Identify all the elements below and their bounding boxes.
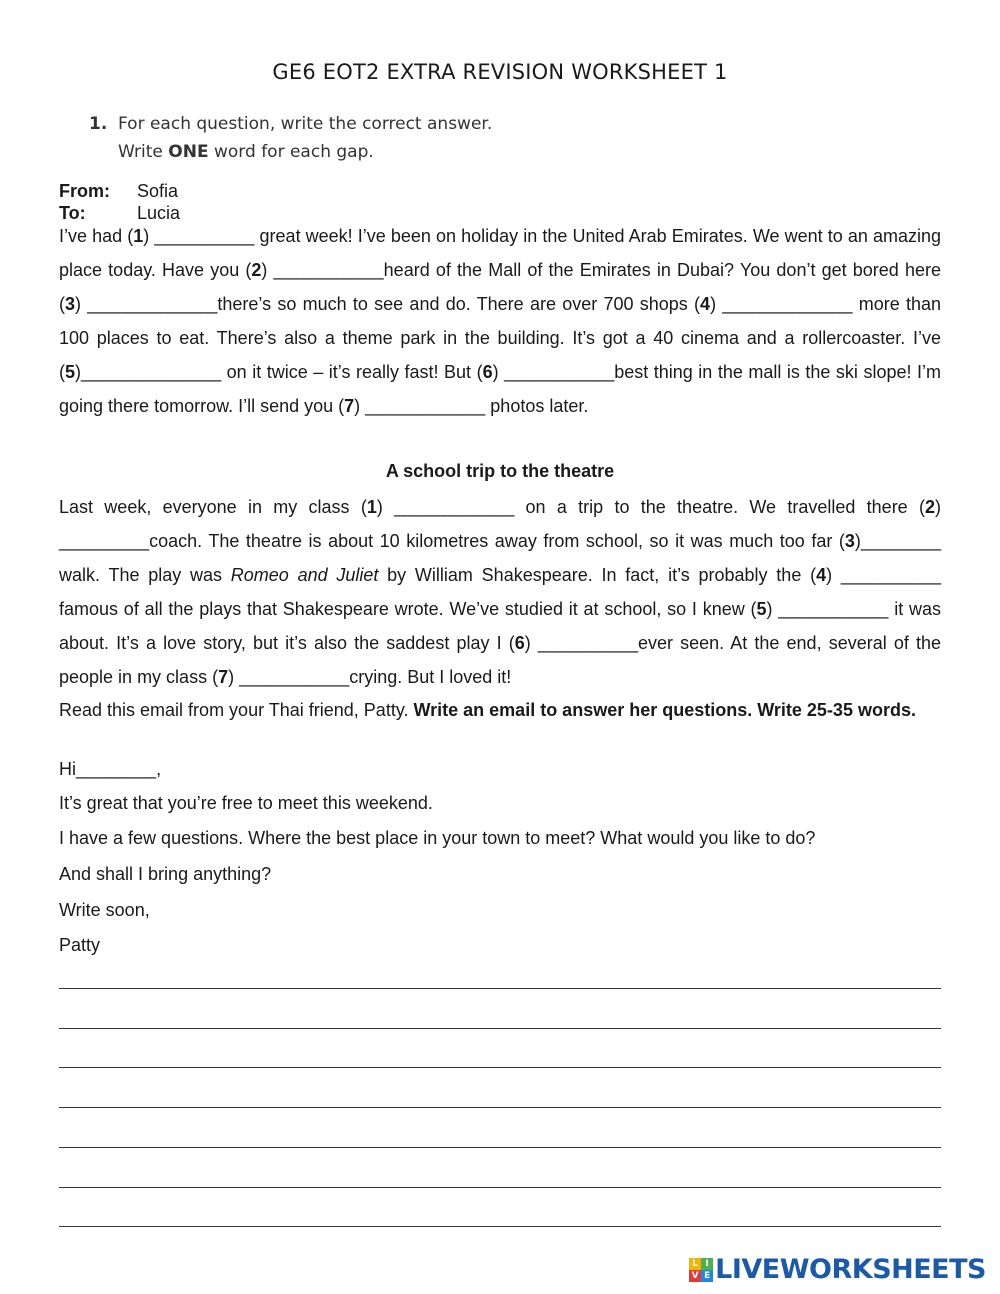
logo-tile: V [689,1270,701,1282]
text-segment: )______________ on it twice – it’s really fast! But ( [75,362,483,382]
email-signoff: Write soon, [59,900,150,920]
gap-number: 4 [816,565,827,585]
text-segment: ) ____________ photos later. [354,396,589,416]
email-body-gapfill [59,219,941,423]
gap-number: 3 [65,294,76,314]
text-segment: ) ___________crying. But I loved it! [228,667,512,687]
logo-tile: E [701,1270,713,1282]
story-body-gapfill [59,490,941,694]
logo-tile: L [689,1258,701,1270]
text-segment: ) __________ famous of all the plays that Shakespeare wrote. We’ve studied it at school, so I knew ( [59,565,941,619]
email-signature: Patty [59,935,101,955]
logo-text: LIVEWORKSHEETS [715,1254,986,1285]
from-label: From: [59,181,110,201]
liveworksheets-logo [689,1254,986,1285]
page-title: GE6 EOT2 EXTRA REVISION WORKSHEET 1 [272,60,728,84]
gap-number: 1 [366,497,377,517]
email-greeting: Hi________, [59,759,162,779]
text-segment: ) _________coach. The theatre is about 10 kilometres away from school, so it was much too far ( [59,497,941,551]
email-line-3: And shall I bring anything? [59,864,272,884]
gap-number: 6 [514,633,525,653]
italic-title: Romeo and Juliet [230,565,379,585]
email-line-1: It’s great that you’re free to meet this weekend. [59,793,433,813]
gap-number: 7 [218,667,229,687]
text-segment: Last week, everyone in my class ( [59,497,367,517]
to-name: Lucia [137,203,181,223]
instructions [89,110,492,166]
answer-line[interactable] [59,1147,941,1148]
instruction-line-2: Write ONE word for each gap. [118,142,374,162]
answer-line[interactable] [59,1187,941,1188]
text-segment: ) _____________ more than 100 places to eat. There’s also a theme park in the building. It’s got a 40 cinema and a rollercoaster. I’ve ( [59,294,941,382]
gap-number: 4 [700,294,711,314]
gap-number: 6 [482,362,493,382]
gap-number: 2 [924,497,935,517]
gap-number: 1 [133,226,144,246]
gap-number: 2 [251,260,262,280]
gap-number: 5 [65,362,76,382]
answer-line[interactable] [59,1067,941,1068]
task-instruction: Read this email from your Thai friend, Patty. Write an email to answer her questions. Write 25-35 words. [59,700,916,720]
logo-icon [689,1258,713,1282]
text-segment: ) ___________ it was about. It’s a love story, but it’s also the saddest play I ( [59,599,941,653]
text-segment: I’ve had ( [59,226,134,246]
logo-tile: I [701,1258,713,1270]
text-segment: ) ___________heard of the Mall of the Emirates in Dubai? You don’t get bored here ( [59,260,942,314]
instruction-line-1: For each question, write the correct answer. [118,114,493,134]
text-segment: ) __________ever seen. At the end, several of the people in my class ( [59,633,942,687]
answer-line[interactable] [59,1107,941,1108]
to-label: To: [59,203,86,223]
gap-number: 3 [844,531,855,551]
story-heading: A school trip to the theatre [385,461,615,481]
text-segment: ) _____________there’s so much to see and do. There are over 700 shops ( [75,294,701,314]
text-segment: )________ walk. The play was [59,531,941,585]
answer-line[interactable] [59,1028,941,1029]
text-segment: by William Shakespeare. In fact, it’s probably the ( [378,565,817,585]
from-name: Sofia [137,181,179,201]
email-header [59,180,180,224]
gap-number: 5 [756,599,767,619]
answer-line[interactable] [59,1226,941,1227]
text-segment: ) ____________ on a trip to the theatre. We travelled there ( [376,497,925,517]
answer-line[interactable] [59,988,941,989]
gap-number: 7 [344,396,355,416]
email-line-2: I have a few questions. Where the best place in your town to meet? What would you like to do? [59,828,816,848]
question-number: 1. [89,114,108,134]
text-segment: ) __________ great week! I’ve been on holiday in the United Arab Emirates. We went to an amazing place today. Have you ( [59,226,941,280]
text-segment: ) ___________best thing in the mall is the ski slope! I’m going there tomorrow. I’ll send you ( [59,362,941,416]
